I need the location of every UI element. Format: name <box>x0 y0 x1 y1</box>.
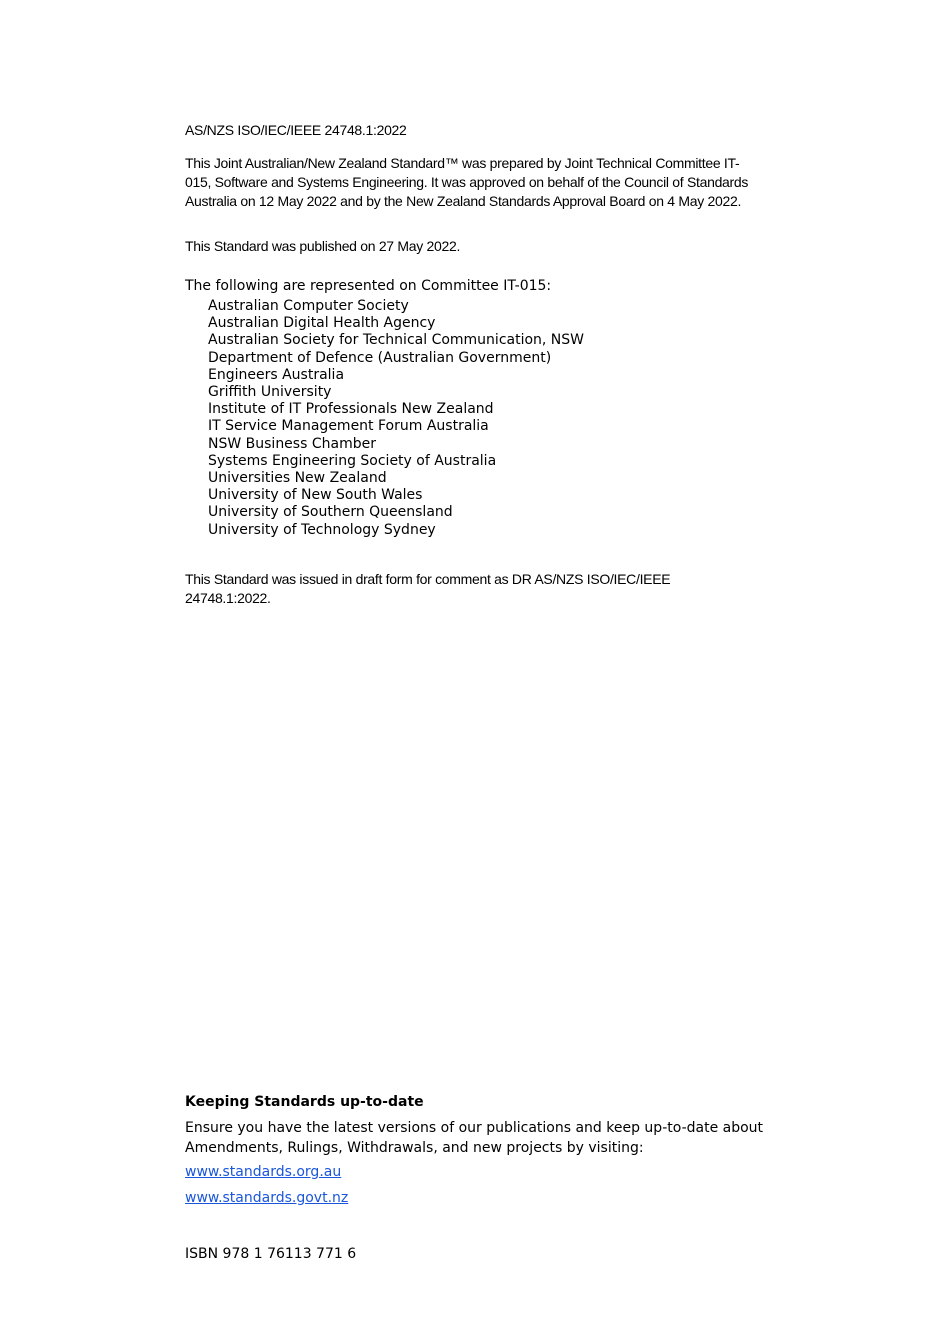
committee-member: University of Technology Sydney <box>208 521 436 538</box>
draft-statement: This Standard was issued in draft form for comment as DR AS/NZS ISO/IEC/IEEE 24748.1:2022. <box>185 571 671 606</box>
committee-member: Griffith University <box>208 384 332 401</box>
committee-member: Australian Computer Society <box>208 298 409 314</box>
committee-member: Engineers Australia <box>208 366 345 383</box>
keeping-standards-body: Ensure you have the latest versions of our publications and keep up-to-date about Amendments, Rulings, Withdrawals, and new projects by visiting: <box>185 1120 764 1156</box>
committee-member: Institute of IT Professionals New Zealand <box>208 401 494 418</box>
keeping-standards-heading: Keeping Standards up-to-date <box>185 1094 424 1110</box>
preparation-statement: This Joint Australian/New Zealand Standard™ was prepared by Joint Technical Committee IT-015, Software and Systems Engineering. It was approved on behalf of the Council of Standards Australia on 12 May 2022 and by the New Zealand Standards Approval Board on 4 May 2022. <box>185 155 749 209</box>
committee-member: Department of Defence (Australian Government) <box>208 349 552 366</box>
committee-intro: The following are represented on Committee IT-015: <box>185 278 552 294</box>
standards-new-zealand-link[interactable]: www.standards.govt.nz <box>185 1190 349 1206</box>
committee-member: Universities New Zealand <box>208 470 387 487</box>
committee-member: NSW Business Chamber <box>208 435 376 452</box>
publication-date-statement: This Standard was published on 27 May 2022. <box>185 238 461 254</box>
standard-designation: AS/NZS ISO/IEC/IEEE 24748.1:2022 <box>185 122 407 138</box>
committee-member: University of Southern Queensland <box>208 504 453 521</box>
standards-australia-link[interactable]: www.standards.org.au <box>185 1164 342 1180</box>
committee-member: Australian Digital Health Agency <box>208 315 436 332</box>
committee-member: IT Service Management Forum Australia <box>208 418 489 435</box>
committee-member: University of New South Wales <box>208 487 423 504</box>
committee-member: Australian Society for Technical Communication, NSW <box>208 332 585 349</box>
isbn-number: ISBN 978 1 76113 771 6 <box>185 1246 357 1262</box>
committee-member-list <box>208 298 584 539</box>
committee-member: Systems Engineering Society of Australia <box>208 452 497 469</box>
